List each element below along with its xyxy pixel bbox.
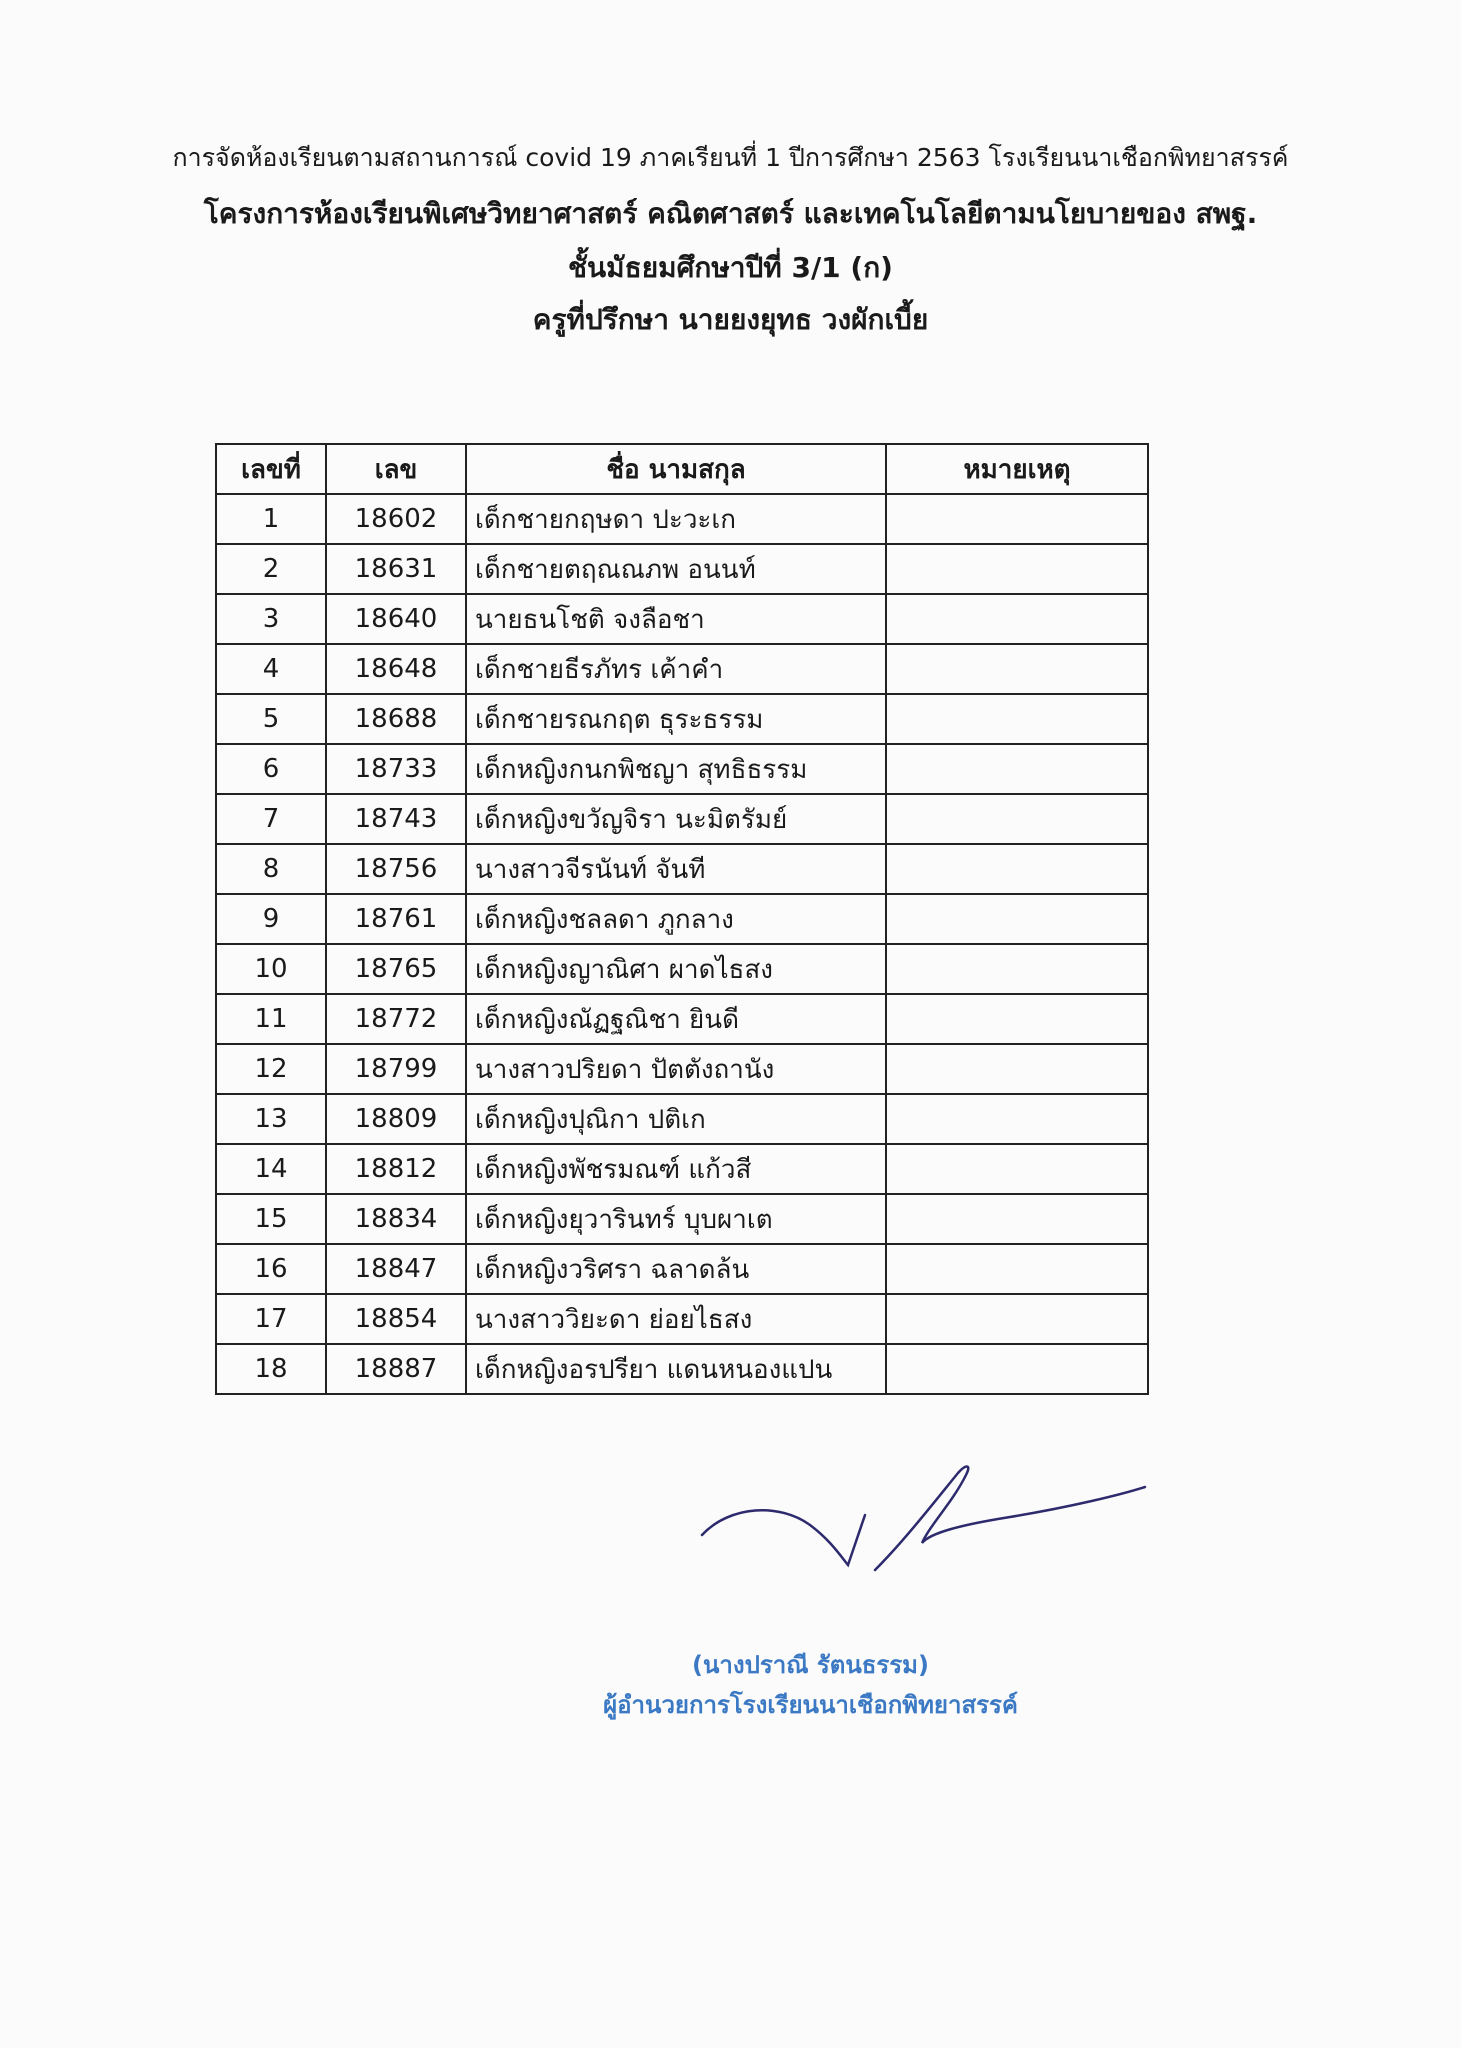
row-number-cell: 8 [216,844,326,894]
table-row [216,1244,1148,1294]
signatory-name: (นางปราณี รัตนธรรม) [692,1651,929,1679]
student-id-cell: 18648 [326,644,466,694]
row-number-cell: 7 [216,794,326,844]
row-number-cell: 1 [216,494,326,544]
row-number-cell: 14 [216,1144,326,1194]
student-roster-table [215,443,1149,1395]
student-id-cell: 18756 [326,844,466,894]
table-row [216,494,1148,544]
student-name-cell: เด็กหญิงวริศรา ฉลาดล้น [466,1244,886,1294]
student-name-cell: เด็กหญิงปุณิกา ปติเก [466,1094,886,1144]
table-row [216,794,1148,844]
class-level-heading: ชั้นมัธยมศึกษาปีที่ 3/1 (ก) [568,251,893,284]
column-header-name: ชื่อ นามสกุล [466,444,886,494]
remark-cell [886,694,1148,744]
row-number-cell: 9 [216,894,326,944]
remark-cell [886,1294,1148,1344]
remark-cell [886,594,1148,644]
student-name-cell: เด็กหญิงญาณิศา ผาดไธสง [466,944,886,994]
student-name-cell: เด็กหญิงชลลดา ภูกลาง [466,894,886,944]
student-name-cell: นางสาววิยะดา ย่อยไธสง [466,1294,886,1344]
student-id-cell: 18631 [326,544,466,594]
header-line-2: โครงการห้องเรียนพิเศษวิทยาศาสตร์ คณิตศาสตร์ และเทคโนโลยีตามนโยบายของ สพฐ. [203,197,1258,230]
student-id-cell: 18640 [326,594,466,644]
row-number-cell: 12 [216,1044,326,1094]
remark-cell [886,644,1148,694]
remark-cell [886,794,1148,844]
student-name-cell: เด็กชายกฤษดา ปะวะเก [466,494,886,544]
student-name-cell: นางสาวปริยดา ปัตตังถานัง [466,1044,886,1094]
row-number-cell: 11 [216,994,326,1044]
student-id-cell: 18854 [326,1294,466,1344]
table-row [216,1144,1148,1194]
table-row [216,1094,1148,1144]
row-number-cell: 4 [216,644,326,694]
table-row [216,594,1148,644]
remark-cell [886,944,1148,994]
student-id-cell: 18812 [326,1144,466,1194]
student-id-cell: 18847 [326,1244,466,1294]
header-line-1: การจัดห้องเรียนตามสถานการณ์ covid 19 ภาคเรียนที่ 1 ปีการศึกษา 2563 โรงเรียนนาเชือกพิทยาสรรค์ [172,143,1289,172]
column-header-student-id: เลข [326,444,466,494]
student-id-cell: 18761 [326,894,466,944]
student-name-cell: นายธนโชติ จงลือชา [466,594,886,644]
row-number-cell: 15 [216,1194,326,1244]
student-name-cell: เด็กชายตฤณณภพ อนนท์ [466,544,886,594]
remark-cell [886,744,1148,794]
remark-cell [886,1194,1148,1244]
remark-cell [886,1244,1148,1294]
row-number-cell: 5 [216,694,326,744]
remark-cell [886,894,1148,944]
table-row [216,1294,1148,1344]
remark-cell [886,1094,1148,1144]
student-id-cell: 18772 [326,994,466,1044]
student-name-cell: เด็กหญิงอรปรียา แดนหนองแปน [466,1344,886,1394]
table-row [216,694,1148,744]
table-row [216,1344,1148,1394]
signatory-title: ผู้อำนวยการโรงเรียนนาเชือกพิทยาสรรค์ [603,1691,1018,1719]
student-name-cell: เด็กหญิงกนกพิชญา สุทธิธรรม [466,744,886,794]
student-id-cell: 18765 [326,944,466,994]
table-row [216,644,1148,694]
remark-cell [886,994,1148,1044]
student-name-cell: เด็กหญิงขวัญจิรา นะมิตรัมย์ [466,794,886,844]
remark-cell [886,544,1148,594]
student-name-cell: เด็กชายธีรภัทร เค้าคำ [466,644,886,694]
table-header-row [216,444,1148,494]
table-row [216,894,1148,944]
table-row [216,1044,1148,1094]
student-id-cell: 18743 [326,794,466,844]
roster-body [216,494,1148,1394]
remark-cell [886,494,1148,544]
row-number-cell: 6 [216,744,326,794]
table-row [216,1194,1148,1244]
student-id-cell: 18733 [326,744,466,794]
table-row [216,944,1148,994]
student-name-cell: เด็กหญิงพัชรมณฑ์ แก้วสี [466,1144,886,1194]
row-number-cell: 3 [216,594,326,644]
remark-cell [886,1344,1148,1394]
row-number-cell: 13 [216,1094,326,1144]
remark-cell [886,1144,1148,1194]
student-id-cell: 18809 [326,1094,466,1144]
student-id-cell: 18834 [326,1194,466,1244]
student-id-cell: 18602 [326,494,466,544]
column-header-number: เลขที่ [216,444,326,494]
student-id-cell: 18688 [326,694,466,744]
row-number-cell: 18 [216,1344,326,1394]
table-row [216,544,1148,594]
column-header-remark: หมายเหตุ [886,444,1148,494]
remark-cell [886,1044,1148,1094]
table-row [216,994,1148,1044]
remark-cell [886,844,1148,894]
table-row [216,744,1148,794]
row-number-cell: 16 [216,1244,326,1294]
row-number-cell: 10 [216,944,326,994]
student-name-cell: เด็กชายรณกฤต ธุระธรรม [466,694,886,744]
student-name-cell: เด็กหญิงณัฏฐณิชา ยินดี [466,994,886,1044]
student-name-cell: นางสาวจีรนันท์ จันที [466,844,886,894]
row-number-cell: 17 [216,1294,326,1344]
row-number-cell: 2 [216,544,326,594]
student-name-cell: เด็กหญิงยุวารินทร์ บุบผาเต [466,1194,886,1244]
advisor-heading: ครูที่ปรึกษา นายยงยุทธ วงผักเบี้ย [532,303,929,336]
table-row [216,844,1148,894]
student-id-cell: 18887 [326,1344,466,1394]
student-id-cell: 18799 [326,1044,466,1094]
signature-mark [690,1455,1160,1575]
